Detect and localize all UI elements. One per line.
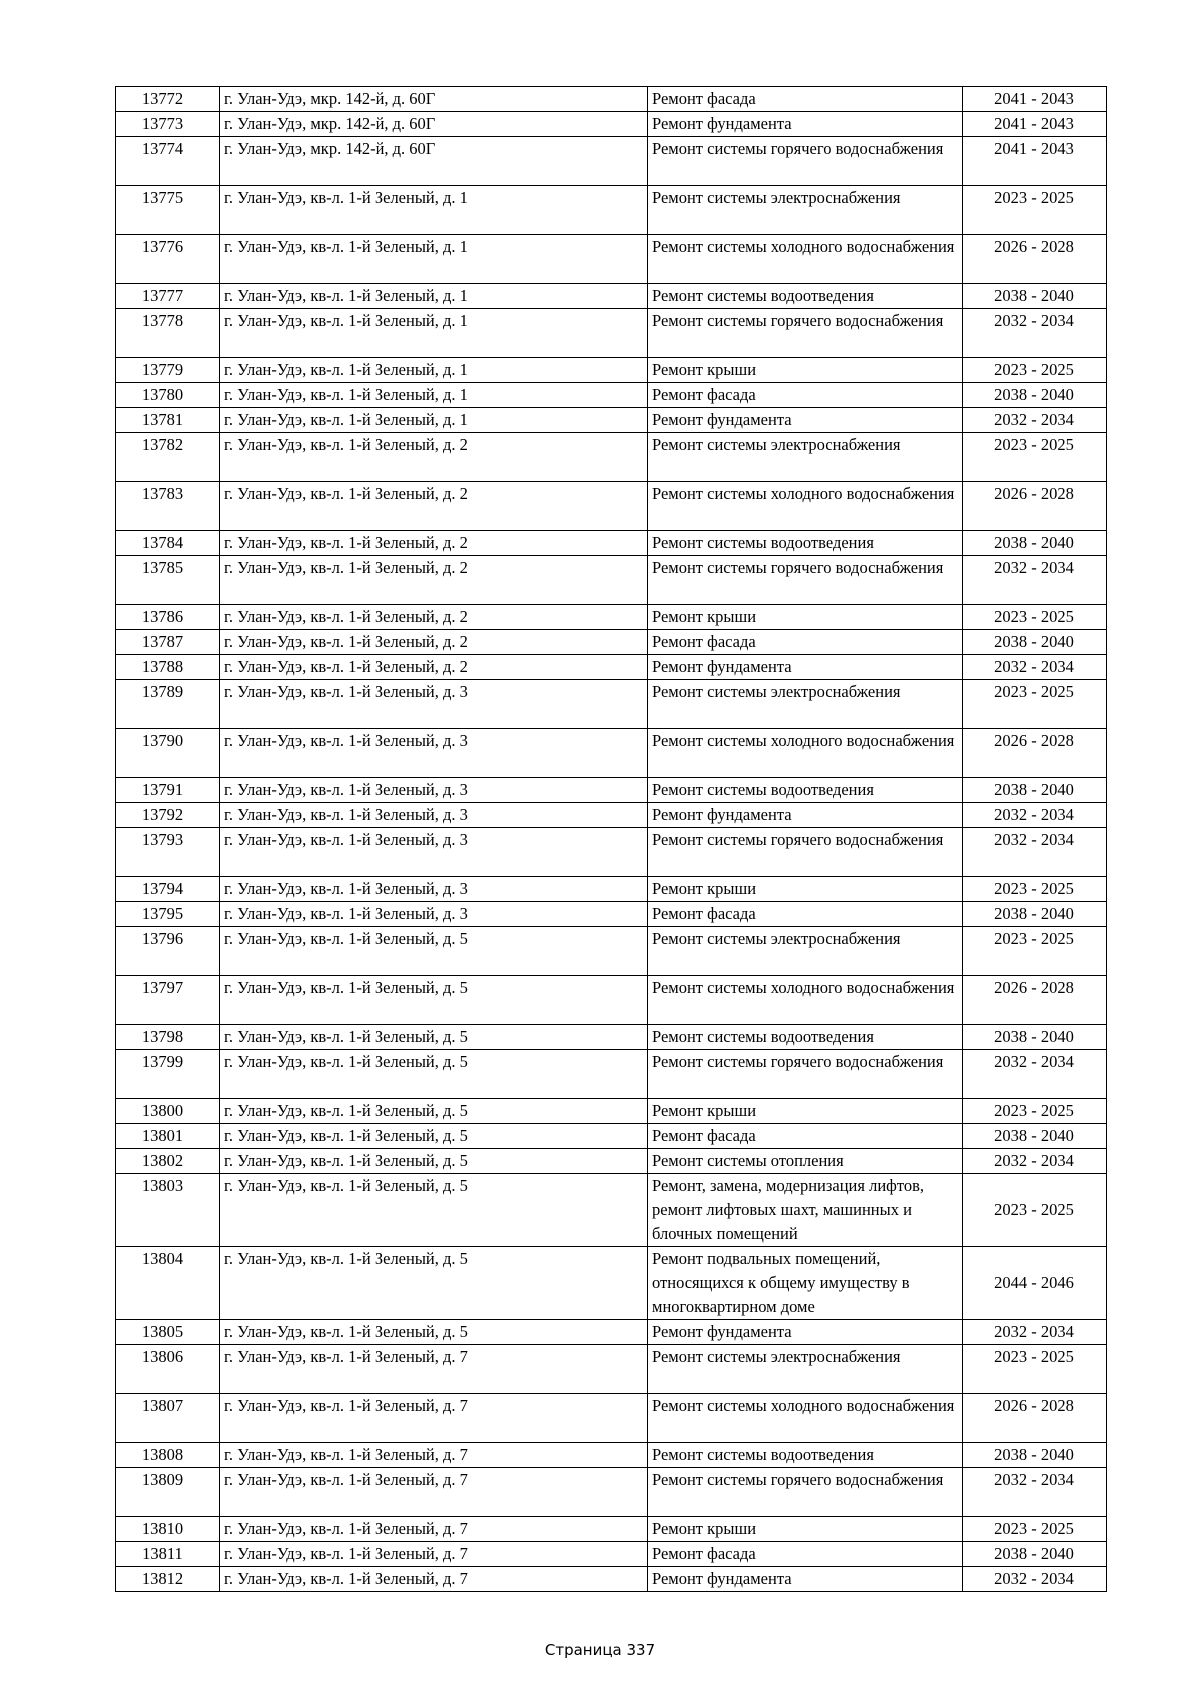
work-type-cell: Ремонт фасада bbox=[648, 383, 963, 408]
row-number: 13781 bbox=[116, 408, 220, 433]
work-type-cell: Ремонт крыши bbox=[648, 605, 963, 630]
table-row bbox=[116, 1174, 1107, 1247]
period-cell: 2023 - 2025 bbox=[963, 605, 1107, 630]
table-row bbox=[116, 877, 1107, 902]
address-cell: г. Улан-Удэ, кв-л. 1-й Зеленый, д. 3 bbox=[220, 778, 648, 803]
address-cell: г. Улан-Удэ, кв-л. 1-й Зеленый, д. 1 bbox=[220, 358, 648, 383]
work-type-cell: Ремонт фундамента bbox=[648, 1567, 963, 1592]
row-number: 13775 bbox=[116, 186, 220, 235]
row-number: 13805 bbox=[116, 1320, 220, 1345]
address-cell: г. Улан-Удэ, кв-л. 1-й Зеленый, д. 5 bbox=[220, 1149, 648, 1174]
period-cell: 2044 - 2046 bbox=[963, 1247, 1107, 1320]
work-type-cell: Ремонт системы холодного водоснабжения bbox=[648, 235, 963, 284]
table-row bbox=[116, 630, 1107, 655]
row-number: 13776 bbox=[116, 235, 220, 284]
period-cell: 2038 - 2040 bbox=[963, 1443, 1107, 1468]
work-type-cell: Ремонт системы горячего водоснабжения bbox=[648, 1050, 963, 1099]
period-cell: 2023 - 2025 bbox=[963, 1174, 1107, 1247]
table-row bbox=[116, 1124, 1107, 1149]
period-cell: 2041 - 2043 bbox=[963, 112, 1107, 137]
table-row bbox=[116, 235, 1107, 284]
table-row bbox=[116, 778, 1107, 803]
address-cell: г. Улан-Удэ, кв-л. 1-й Зеленый, д. 5 bbox=[220, 976, 648, 1025]
table-row bbox=[116, 137, 1107, 186]
work-type-cell: Ремонт фундамента bbox=[648, 408, 963, 433]
work-type-cell: Ремонт системы горячего водоснабжения bbox=[648, 309, 963, 358]
table-row bbox=[116, 531, 1107, 556]
period-cell: 2023 - 2025 bbox=[963, 186, 1107, 235]
period-cell: 2041 - 2043 bbox=[963, 137, 1107, 186]
table-row bbox=[116, 1099, 1107, 1124]
period-cell: 2041 - 2043 bbox=[963, 87, 1107, 112]
work-type-cell: Ремонт системы горячего водоснабжения bbox=[648, 1468, 963, 1517]
address-cell: г. Улан-Удэ, кв-л. 1-й Зеленый, д. 3 bbox=[220, 803, 648, 828]
period-cell: 2023 - 2025 bbox=[963, 433, 1107, 482]
row-number: 13780 bbox=[116, 383, 220, 408]
period-cell: 2023 - 2025 bbox=[963, 1345, 1107, 1394]
page-number: Страница 337 bbox=[544, 1641, 656, 1659]
work-type-cell: Ремонт фундамента bbox=[648, 1320, 963, 1345]
row-number: 13803 bbox=[116, 1174, 220, 1247]
row-number: 13789 bbox=[116, 680, 220, 729]
period-cell: 2038 - 2040 bbox=[963, 630, 1107, 655]
period-cell: 2032 - 2034 bbox=[963, 1320, 1107, 1345]
period-cell: 2038 - 2040 bbox=[963, 1124, 1107, 1149]
work-type-cell: Ремонт системы водоотведения bbox=[648, 778, 963, 803]
work-type-cell: Ремонт системы холодного водоснабжения bbox=[648, 729, 963, 778]
address-cell: г. Улан-Удэ, кв-л. 1-й Зеленый, д. 7 bbox=[220, 1468, 648, 1517]
row-number: 13809 bbox=[116, 1468, 220, 1517]
address-cell: г. Улан-Удэ, кв-л. 1-й Зеленый, д. 7 bbox=[220, 1394, 648, 1443]
row-number: 13792 bbox=[116, 803, 220, 828]
row-number: 13787 bbox=[116, 630, 220, 655]
work-type-cell: Ремонт системы водоотведения bbox=[648, 1025, 963, 1050]
address-cell: г. Улан-Удэ, кв-л. 1-й Зеленый, д. 1 bbox=[220, 309, 648, 358]
work-type-cell: Ремонт системы электроснабжения bbox=[648, 433, 963, 482]
row-number: 13811 bbox=[116, 1542, 220, 1567]
address-cell: г. Улан-Удэ, кв-л. 1-й Зеленый, д. 1 bbox=[220, 383, 648, 408]
row-number: 13807 bbox=[116, 1394, 220, 1443]
row-number: 13783 bbox=[116, 482, 220, 531]
address-cell: г. Улан-Удэ, кв-л. 1-й Зеленый, д. 2 bbox=[220, 655, 648, 680]
table-row bbox=[116, 976, 1107, 1025]
table-row bbox=[116, 1394, 1107, 1443]
row-number: 13796 bbox=[116, 927, 220, 976]
row-number: 13810 bbox=[116, 1517, 220, 1542]
address-cell: г. Улан-Удэ, кв-л. 1-й Зеленый, д. 1 bbox=[220, 408, 648, 433]
address-cell: г. Улан-Удэ, кв-л. 1-й Зеленый, д. 2 bbox=[220, 482, 648, 531]
period-cell: 2023 - 2025 bbox=[963, 1517, 1107, 1542]
work-type-cell: Ремонт фасада bbox=[648, 1542, 963, 1567]
row-number: 13794 bbox=[116, 877, 220, 902]
address-cell: г. Улан-Удэ, кв-л. 1-й Зеленый, д. 7 bbox=[220, 1443, 648, 1468]
address-cell: г. Улан-Удэ, кв-л. 1-й Зеленый, д. 5 bbox=[220, 1174, 648, 1247]
row-number: 13806 bbox=[116, 1345, 220, 1394]
table-row bbox=[116, 383, 1107, 408]
work-type-cell: Ремонт системы горячего водоснабжения bbox=[648, 828, 963, 877]
row-number: 13778 bbox=[116, 309, 220, 358]
period-cell: 2023 - 2025 bbox=[963, 877, 1107, 902]
address-cell: г. Улан-Удэ, кв-л. 1-й Зеленый, д. 7 bbox=[220, 1567, 648, 1592]
row-number: 13795 bbox=[116, 902, 220, 927]
work-type-cell: Ремонт фасада bbox=[648, 1124, 963, 1149]
table-row bbox=[116, 309, 1107, 358]
table-row bbox=[116, 803, 1107, 828]
period-cell: 2032 - 2034 bbox=[963, 1468, 1107, 1517]
address-cell: г. Улан-Удэ, кв-л. 1-й Зеленый, д. 5 bbox=[220, 1099, 648, 1124]
period-cell: 2032 - 2034 bbox=[963, 408, 1107, 433]
address-cell: г. Улан-Удэ, кв-л. 1-й Зеленый, д. 5 bbox=[220, 1025, 648, 1050]
table-row bbox=[116, 1025, 1107, 1050]
work-type-cell: Ремонт системы электроснабжения bbox=[648, 186, 963, 235]
work-type-cell: Ремонт крыши bbox=[648, 358, 963, 383]
address-cell: г. Улан-Удэ, кв-л. 1-й Зеленый, д. 2 bbox=[220, 605, 648, 630]
table-row bbox=[116, 1345, 1107, 1394]
table-row bbox=[116, 186, 1107, 235]
period-cell: 2032 - 2034 bbox=[963, 556, 1107, 605]
row-number: 13774 bbox=[116, 137, 220, 186]
address-cell: г. Улан-Удэ, кв-л. 1-й Зеленый, д. 5 bbox=[220, 1124, 648, 1149]
work-type-cell: Ремонт системы электроснабжения bbox=[648, 1345, 963, 1394]
table-row bbox=[116, 1443, 1107, 1468]
work-type-cell: Ремонт фасада bbox=[648, 902, 963, 927]
work-type-cell: Ремонт системы электроснабжения bbox=[648, 680, 963, 729]
address-cell: г. Улан-Удэ, кв-л. 1-й Зеленый, д. 5 bbox=[220, 1050, 648, 1099]
repair-schedule-table bbox=[115, 86, 1107, 1592]
period-cell: 2026 - 2028 bbox=[963, 482, 1107, 531]
row-number: 13797 bbox=[116, 976, 220, 1025]
table-row bbox=[116, 655, 1107, 680]
work-type-cell: Ремонт подвальных помещений, относящихся к общему имуществу в многоквартирном доме bbox=[648, 1247, 963, 1320]
address-cell: г. Улан-Удэ, кв-л. 1-й Зеленый, д. 7 bbox=[220, 1345, 648, 1394]
table-row bbox=[116, 902, 1107, 927]
row-number: 13793 bbox=[116, 828, 220, 877]
address-cell: г. Улан-Удэ, кв-л. 1-й Зеленый, д. 3 bbox=[220, 729, 648, 778]
table-row bbox=[116, 729, 1107, 778]
work-type-cell: Ремонт крыши bbox=[648, 1517, 963, 1542]
period-cell: 2038 - 2040 bbox=[963, 778, 1107, 803]
period-cell: 2023 - 2025 bbox=[963, 680, 1107, 729]
period-cell: 2026 - 2028 bbox=[963, 729, 1107, 778]
row-number: 13790 bbox=[116, 729, 220, 778]
period-cell: 2032 - 2034 bbox=[963, 309, 1107, 358]
work-type-cell: Ремонт фасада bbox=[648, 87, 963, 112]
address-cell: г. Улан-Удэ, кв-л. 1-й Зеленый, д. 3 bbox=[220, 902, 648, 927]
address-cell: г. Улан-Удэ, мкр. 142-й, д. 60Г bbox=[220, 137, 648, 186]
work-type-cell: Ремонт фундамента bbox=[648, 112, 963, 137]
period-cell: 2032 - 2034 bbox=[963, 1149, 1107, 1174]
period-cell: 2023 - 2025 bbox=[963, 1099, 1107, 1124]
work-type-cell: Ремонт крыши bbox=[648, 877, 963, 902]
work-type-cell: Ремонт системы водоотведения bbox=[648, 531, 963, 556]
row-number: 13782 bbox=[116, 433, 220, 482]
period-cell: 2038 - 2040 bbox=[963, 1542, 1107, 1567]
address-cell: г. Улан-Удэ, кв-л. 1-й Зеленый, д. 2 bbox=[220, 531, 648, 556]
period-cell: 2038 - 2040 bbox=[963, 284, 1107, 309]
row-number: 13801 bbox=[116, 1124, 220, 1149]
row-number: 13784 bbox=[116, 531, 220, 556]
address-cell: г. Улан-Удэ, кв-л. 1-й Зеленый, д. 5 bbox=[220, 927, 648, 976]
address-cell: г. Улан-Удэ, кв-л. 1-й Зеленый, д. 1 bbox=[220, 186, 648, 235]
address-cell: г. Улан-Удэ, кв-л. 1-й Зеленый, д. 1 bbox=[220, 284, 648, 309]
table-row bbox=[116, 284, 1107, 309]
row-number: 13791 bbox=[116, 778, 220, 803]
table-row bbox=[116, 1567, 1107, 1592]
address-cell: г. Улан-Удэ, кв-л. 1-й Зеленый, д. 3 bbox=[220, 877, 648, 902]
row-number: 13786 bbox=[116, 605, 220, 630]
row-number: 13799 bbox=[116, 1050, 220, 1099]
row-number: 13804 bbox=[116, 1247, 220, 1320]
period-cell: 2032 - 2034 bbox=[963, 1567, 1107, 1592]
period-cell: 2026 - 2028 bbox=[963, 1394, 1107, 1443]
work-type-cell: Ремонт системы электроснабжения bbox=[648, 927, 963, 976]
work-type-cell: Ремонт фундамента bbox=[648, 803, 963, 828]
period-cell: 2032 - 2034 bbox=[963, 803, 1107, 828]
table-row bbox=[116, 1517, 1107, 1542]
work-type-cell: Ремонт системы водоотведения bbox=[648, 284, 963, 309]
table-row bbox=[116, 927, 1107, 976]
row-number: 13779 bbox=[116, 358, 220, 383]
row-number: 13800 bbox=[116, 1099, 220, 1124]
table-row bbox=[116, 828, 1107, 877]
row-number: 13812 bbox=[116, 1567, 220, 1592]
table-row bbox=[116, 1320, 1107, 1345]
table-row bbox=[116, 87, 1107, 112]
table-row bbox=[116, 358, 1107, 383]
period-cell: 2032 - 2034 bbox=[963, 828, 1107, 877]
table-row bbox=[116, 112, 1107, 137]
work-type-cell: Ремонт фасада bbox=[648, 630, 963, 655]
table-row bbox=[116, 605, 1107, 630]
period-cell: 2032 - 2034 bbox=[963, 1050, 1107, 1099]
address-cell: г. Улан-Удэ, кв-л. 1-й Зеленый, д. 2 bbox=[220, 630, 648, 655]
address-cell: г. Улан-Удэ, кв-л. 1-й Зеленый, д. 5 bbox=[220, 1247, 648, 1320]
address-cell: г. Улан-Удэ, кв-л. 1-й Зеленый, д. 1 bbox=[220, 235, 648, 284]
work-type-cell: Ремонт системы горячего водоснабжения bbox=[648, 137, 963, 186]
period-cell: 2032 - 2034 bbox=[963, 655, 1107, 680]
table-body bbox=[116, 87, 1107, 1592]
address-cell: г. Улан-Удэ, кв-л. 1-й Зеленый, д. 3 bbox=[220, 828, 648, 877]
period-cell: 2038 - 2040 bbox=[963, 1025, 1107, 1050]
table-row bbox=[116, 1149, 1107, 1174]
table-row bbox=[116, 433, 1107, 482]
row-number: 13798 bbox=[116, 1025, 220, 1050]
table-row bbox=[116, 680, 1107, 729]
period-cell: 2023 - 2025 bbox=[963, 358, 1107, 383]
row-number: 13785 bbox=[116, 556, 220, 605]
table-row bbox=[116, 408, 1107, 433]
work-type-cell: Ремонт системы горячего водоснабжения bbox=[648, 556, 963, 605]
work-type-cell: Ремонт системы холодного водоснабжения bbox=[648, 976, 963, 1025]
row-number: 13773 bbox=[116, 112, 220, 137]
row-number: 13788 bbox=[116, 655, 220, 680]
address-cell: г. Улан-Удэ, кв-л. 1-й Зеленый, д. 2 bbox=[220, 556, 648, 605]
row-number: 13772 bbox=[116, 87, 220, 112]
period-cell: 2026 - 2028 bbox=[963, 235, 1107, 284]
period-cell: 2026 - 2028 bbox=[963, 976, 1107, 1025]
period-cell: 2023 - 2025 bbox=[963, 927, 1107, 976]
address-cell: г. Улан-Удэ, кв-л. 1-й Зеленый, д. 5 bbox=[220, 1320, 648, 1345]
work-type-cell: Ремонт системы холодного водоснабжения bbox=[648, 482, 963, 531]
row-number: 13802 bbox=[116, 1149, 220, 1174]
address-cell: г. Улан-Удэ, кв-л. 1-й Зеленый, д. 7 bbox=[220, 1542, 648, 1567]
period-cell: 2038 - 2040 bbox=[963, 383, 1107, 408]
table-row bbox=[116, 556, 1107, 605]
table-row bbox=[116, 482, 1107, 531]
work-type-cell: Ремонт системы холодного водоснабжения bbox=[648, 1394, 963, 1443]
work-type-cell: Ремонт крыши bbox=[648, 1099, 963, 1124]
address-cell: г. Улан-Удэ, кв-л. 1-й Зеленый, д. 3 bbox=[220, 680, 648, 729]
work-type-cell: Ремонт системы отопления bbox=[648, 1149, 963, 1174]
row-number: 13808 bbox=[116, 1443, 220, 1468]
period-cell: 2038 - 2040 bbox=[963, 531, 1107, 556]
work-type-cell: Ремонт фундамента bbox=[648, 655, 963, 680]
table-row bbox=[116, 1468, 1107, 1517]
table-row bbox=[116, 1050, 1107, 1099]
address-cell: г. Улан-Удэ, мкр. 142-й, д. 60Г bbox=[220, 112, 648, 137]
address-cell: г. Улан-Удэ, кв-л. 1-й Зеленый, д. 2 bbox=[220, 433, 648, 482]
period-cell: 2038 - 2040 bbox=[963, 902, 1107, 927]
work-type-cell: Ремонт, замена, модернизация лифтов, ремонт лифтовых шахт, машинных и блочных помещений bbox=[648, 1174, 963, 1247]
row-number: 13777 bbox=[116, 284, 220, 309]
table-row bbox=[116, 1542, 1107, 1567]
table-row bbox=[116, 1247, 1107, 1320]
address-cell: г. Улан-Удэ, кв-л. 1-й Зеленый, д. 7 bbox=[220, 1517, 648, 1542]
work-type-cell: Ремонт системы водоотведения bbox=[648, 1443, 963, 1468]
address-cell: г. Улан-Удэ, мкр. 142-й, д. 60Г bbox=[220, 87, 648, 112]
